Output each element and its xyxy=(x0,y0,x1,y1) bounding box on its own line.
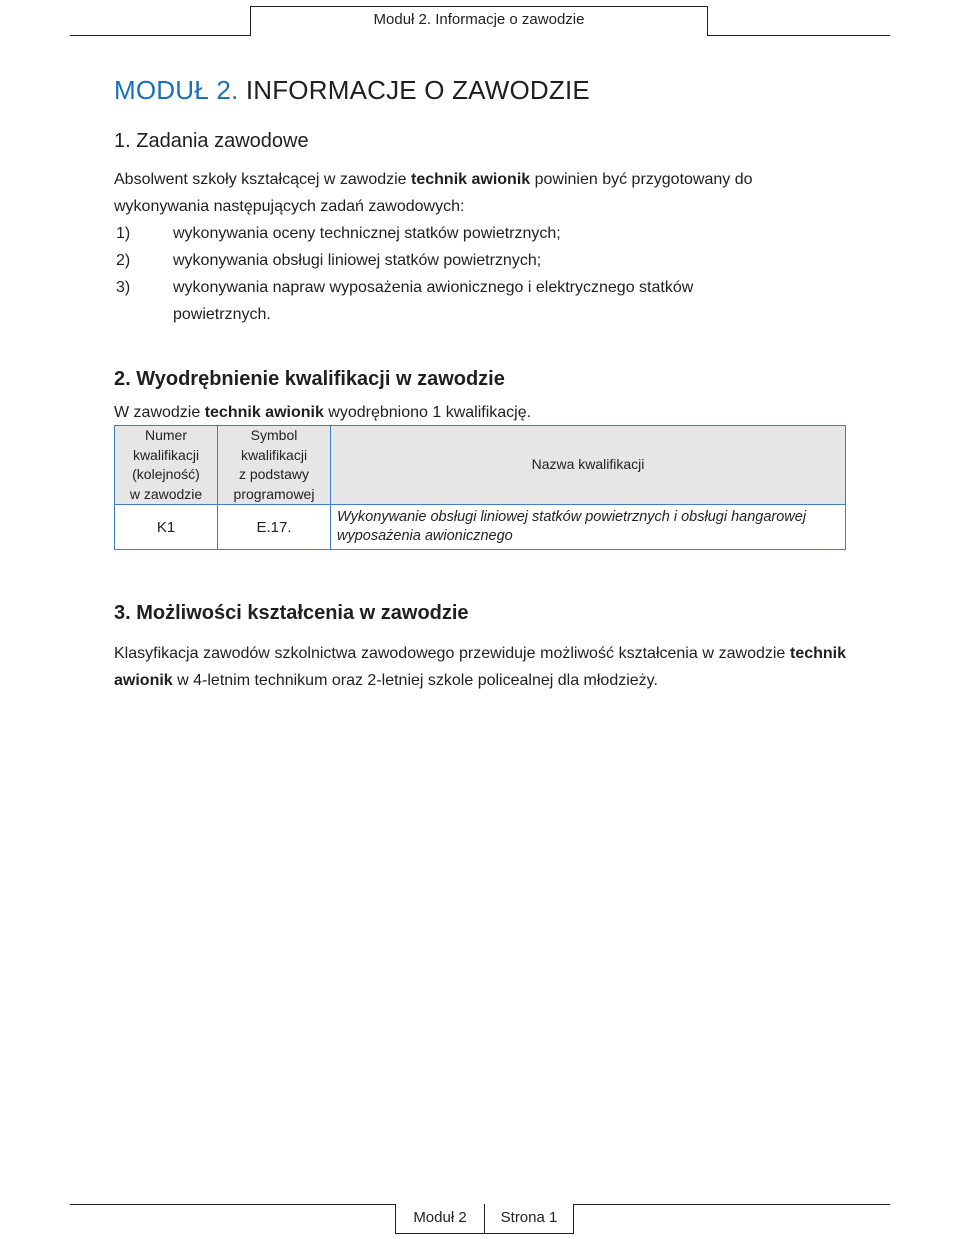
list-text: wykonywania obsługi liniowej statków powietrznych; xyxy=(173,252,542,269)
header-rule-right xyxy=(707,35,890,36)
section1-intro-text-end: powinien być przygotowany do wykonywania następujących zadań zawodowych: xyxy=(114,171,753,215)
list-item xyxy=(116,247,846,274)
task-list xyxy=(114,220,846,328)
header-line: kwalifikacji xyxy=(132,446,200,463)
section3-text xyxy=(114,640,846,694)
section2-heading: 2. Wyodrębnienie kwalifikacji w zawodzie xyxy=(114,368,505,390)
footer-module-label: Moduł 2 xyxy=(395,1204,485,1234)
section2-intro xyxy=(114,401,846,425)
module-title-prefix: MODUŁ 2. xyxy=(114,75,239,105)
footer-rule-right xyxy=(573,1204,890,1205)
section3-text-start: Klasyfikacja zawodów szkolnictwa zawodowego przewiduje możliwość kształcenia w zawodzie xyxy=(114,645,790,662)
section3-text-end: w 4-letnim technikum oraz 2-letniej szkole policealnej dla młodzieży. xyxy=(172,672,658,689)
list-item xyxy=(116,220,846,247)
list-number: 1) xyxy=(116,225,131,242)
footer-page-number: Strona 1 xyxy=(484,1204,574,1234)
list-text: wykonywania napraw wyposażenia awionicznego i elektrycznego statków powietrznych. xyxy=(173,279,694,323)
module-title-rest: INFORMACJE O ZAWODZIE xyxy=(238,75,590,105)
header-line: w zawodzie xyxy=(129,485,203,502)
footer-rule-left xyxy=(70,1204,396,1205)
header-line: (kolejność) xyxy=(132,466,200,482)
column-header-name: Nazwa kwalifikacji xyxy=(331,426,846,505)
module-title xyxy=(114,70,846,110)
section2-intro-text: W zawodzie xyxy=(114,404,205,421)
list-number: 3) xyxy=(116,279,131,296)
header-line: Numer xyxy=(144,427,187,443)
qualification-name: Wykonywanie obsługi liniowej statków powietrznych i obsługi hangarowej wyposażenia awionicznego xyxy=(331,505,846,550)
table-row xyxy=(115,505,846,550)
list-text: wykonywania oceny technicznej statków powietrznych; xyxy=(173,225,561,242)
header-line: programowej xyxy=(233,485,315,502)
profession-name: technik awionik xyxy=(204,404,324,421)
profession-name: technik awionik xyxy=(114,645,846,689)
column-header-symbol xyxy=(218,426,331,505)
table-header-row xyxy=(115,426,846,505)
header-line: kwalifikacji xyxy=(240,446,308,463)
list-number: 2) xyxy=(116,252,131,269)
running-header: Moduł 2. Informacje o zawodzie xyxy=(250,6,708,36)
section3-heading: 3. Możliwości kształcenia w zawodzie xyxy=(114,602,469,624)
section1-intro xyxy=(114,166,846,220)
section1-heading: 1. Zadania zawodowe xyxy=(114,130,309,152)
qualification-symbol: E.17. xyxy=(218,505,331,550)
section1-intro-text: Absolwent szkoły kształcącej w zawodzie xyxy=(114,171,412,188)
page-content xyxy=(114,70,846,694)
header-line: Symbol xyxy=(250,427,298,443)
qualification-table xyxy=(114,425,846,550)
section2-intro-text-end: wyodrębniono 1 kwalifikację. xyxy=(323,404,532,421)
qualification-number: K1 xyxy=(115,505,218,550)
profession-name: technik awionik xyxy=(411,171,531,188)
header-line: z podstawy xyxy=(238,466,310,482)
list-item xyxy=(116,274,846,328)
column-header-number xyxy=(115,426,218,505)
header-rule-left xyxy=(70,35,251,36)
